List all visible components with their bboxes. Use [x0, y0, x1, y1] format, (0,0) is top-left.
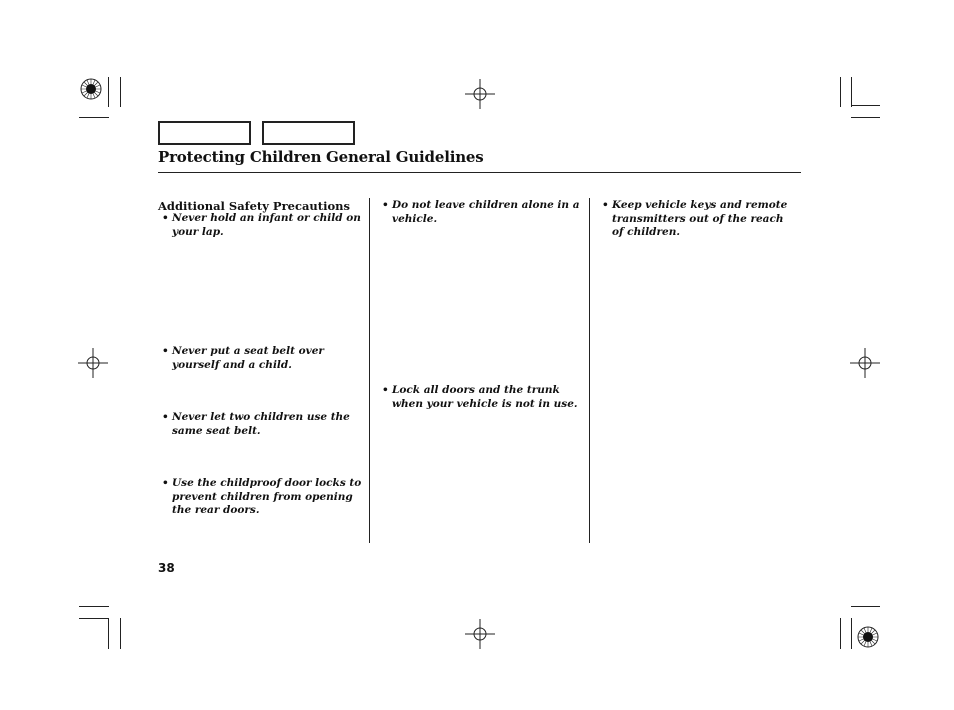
list-item-text: Keep vehicle keys and remote transmitters out of the reach of children. — [612, 199, 788, 238]
crop-mark — [851, 117, 880, 118]
list-item-text: Use the childproof door locks to prevent children from opening the rear doors. — [172, 477, 362, 516]
subsection-title: General Guidelines — [326, 148, 484, 166]
list-item — [158, 411, 366, 438]
bullet-icon: • — [162, 212, 169, 224]
list-item — [158, 345, 366, 372]
crop-mark — [851, 606, 880, 607]
list-item-text: Lock all doors and the trunk when your vehicle is not in use. — [392, 384, 578, 410]
list-item — [158, 212, 366, 239]
list-item-text: Never let two children use the same seat belt. — [172, 411, 350, 437]
crosshair-mark-icon — [850, 348, 880, 378]
bullet-icon: • — [162, 345, 169, 357]
bullet-icon: • — [162, 477, 169, 489]
crop-mark — [120, 618, 121, 649]
bullet-icon: • — [382, 384, 389, 396]
column-divider — [589, 198, 590, 543]
header-tab-box — [158, 121, 251, 145]
list-item-text: Never hold an infant or child on your lap. — [172, 212, 361, 238]
crop-mark — [851, 77, 852, 107]
list-item — [598, 199, 796, 240]
list-item — [158, 477, 366, 518]
list-item — [378, 199, 583, 226]
bullet-icon: • — [162, 411, 169, 423]
list-item-text: Never put a seat belt over yourself and a child. — [172, 345, 324, 371]
crop-mark — [108, 77, 109, 107]
crop-mark — [79, 117, 109, 118]
crop-mark — [79, 618, 109, 619]
section-heading: Additional Safety Precautions — [158, 199, 350, 213]
crop-mark — [840, 618, 841, 649]
header-rule — [158, 172, 801, 173]
section-title: Protecting Children — [158, 148, 322, 166]
crosshair-mark-icon — [465, 79, 495, 109]
bullet-icon: • — [602, 199, 609, 211]
crop-mark — [120, 77, 121, 107]
registration-mark-icon — [80, 78, 102, 100]
crosshair-mark-icon — [78, 348, 108, 378]
crop-mark — [79, 606, 109, 607]
registration-mark-icon — [857, 626, 879, 648]
bullet-icon: • — [382, 199, 389, 211]
crop-mark — [840, 77, 841, 107]
column-divider — [369, 198, 370, 543]
crop-mark — [108, 618, 109, 649]
header-tab-box — [262, 121, 355, 145]
crop-mark — [851, 618, 852, 649]
crop-mark — [851, 105, 880, 106]
list-item-text: Do not leave children alone in a vehicle. — [392, 199, 580, 225]
page-number: 38 — [158, 561, 175, 575]
list-item — [378, 384, 583, 411]
crosshair-mark-icon — [465, 619, 495, 649]
